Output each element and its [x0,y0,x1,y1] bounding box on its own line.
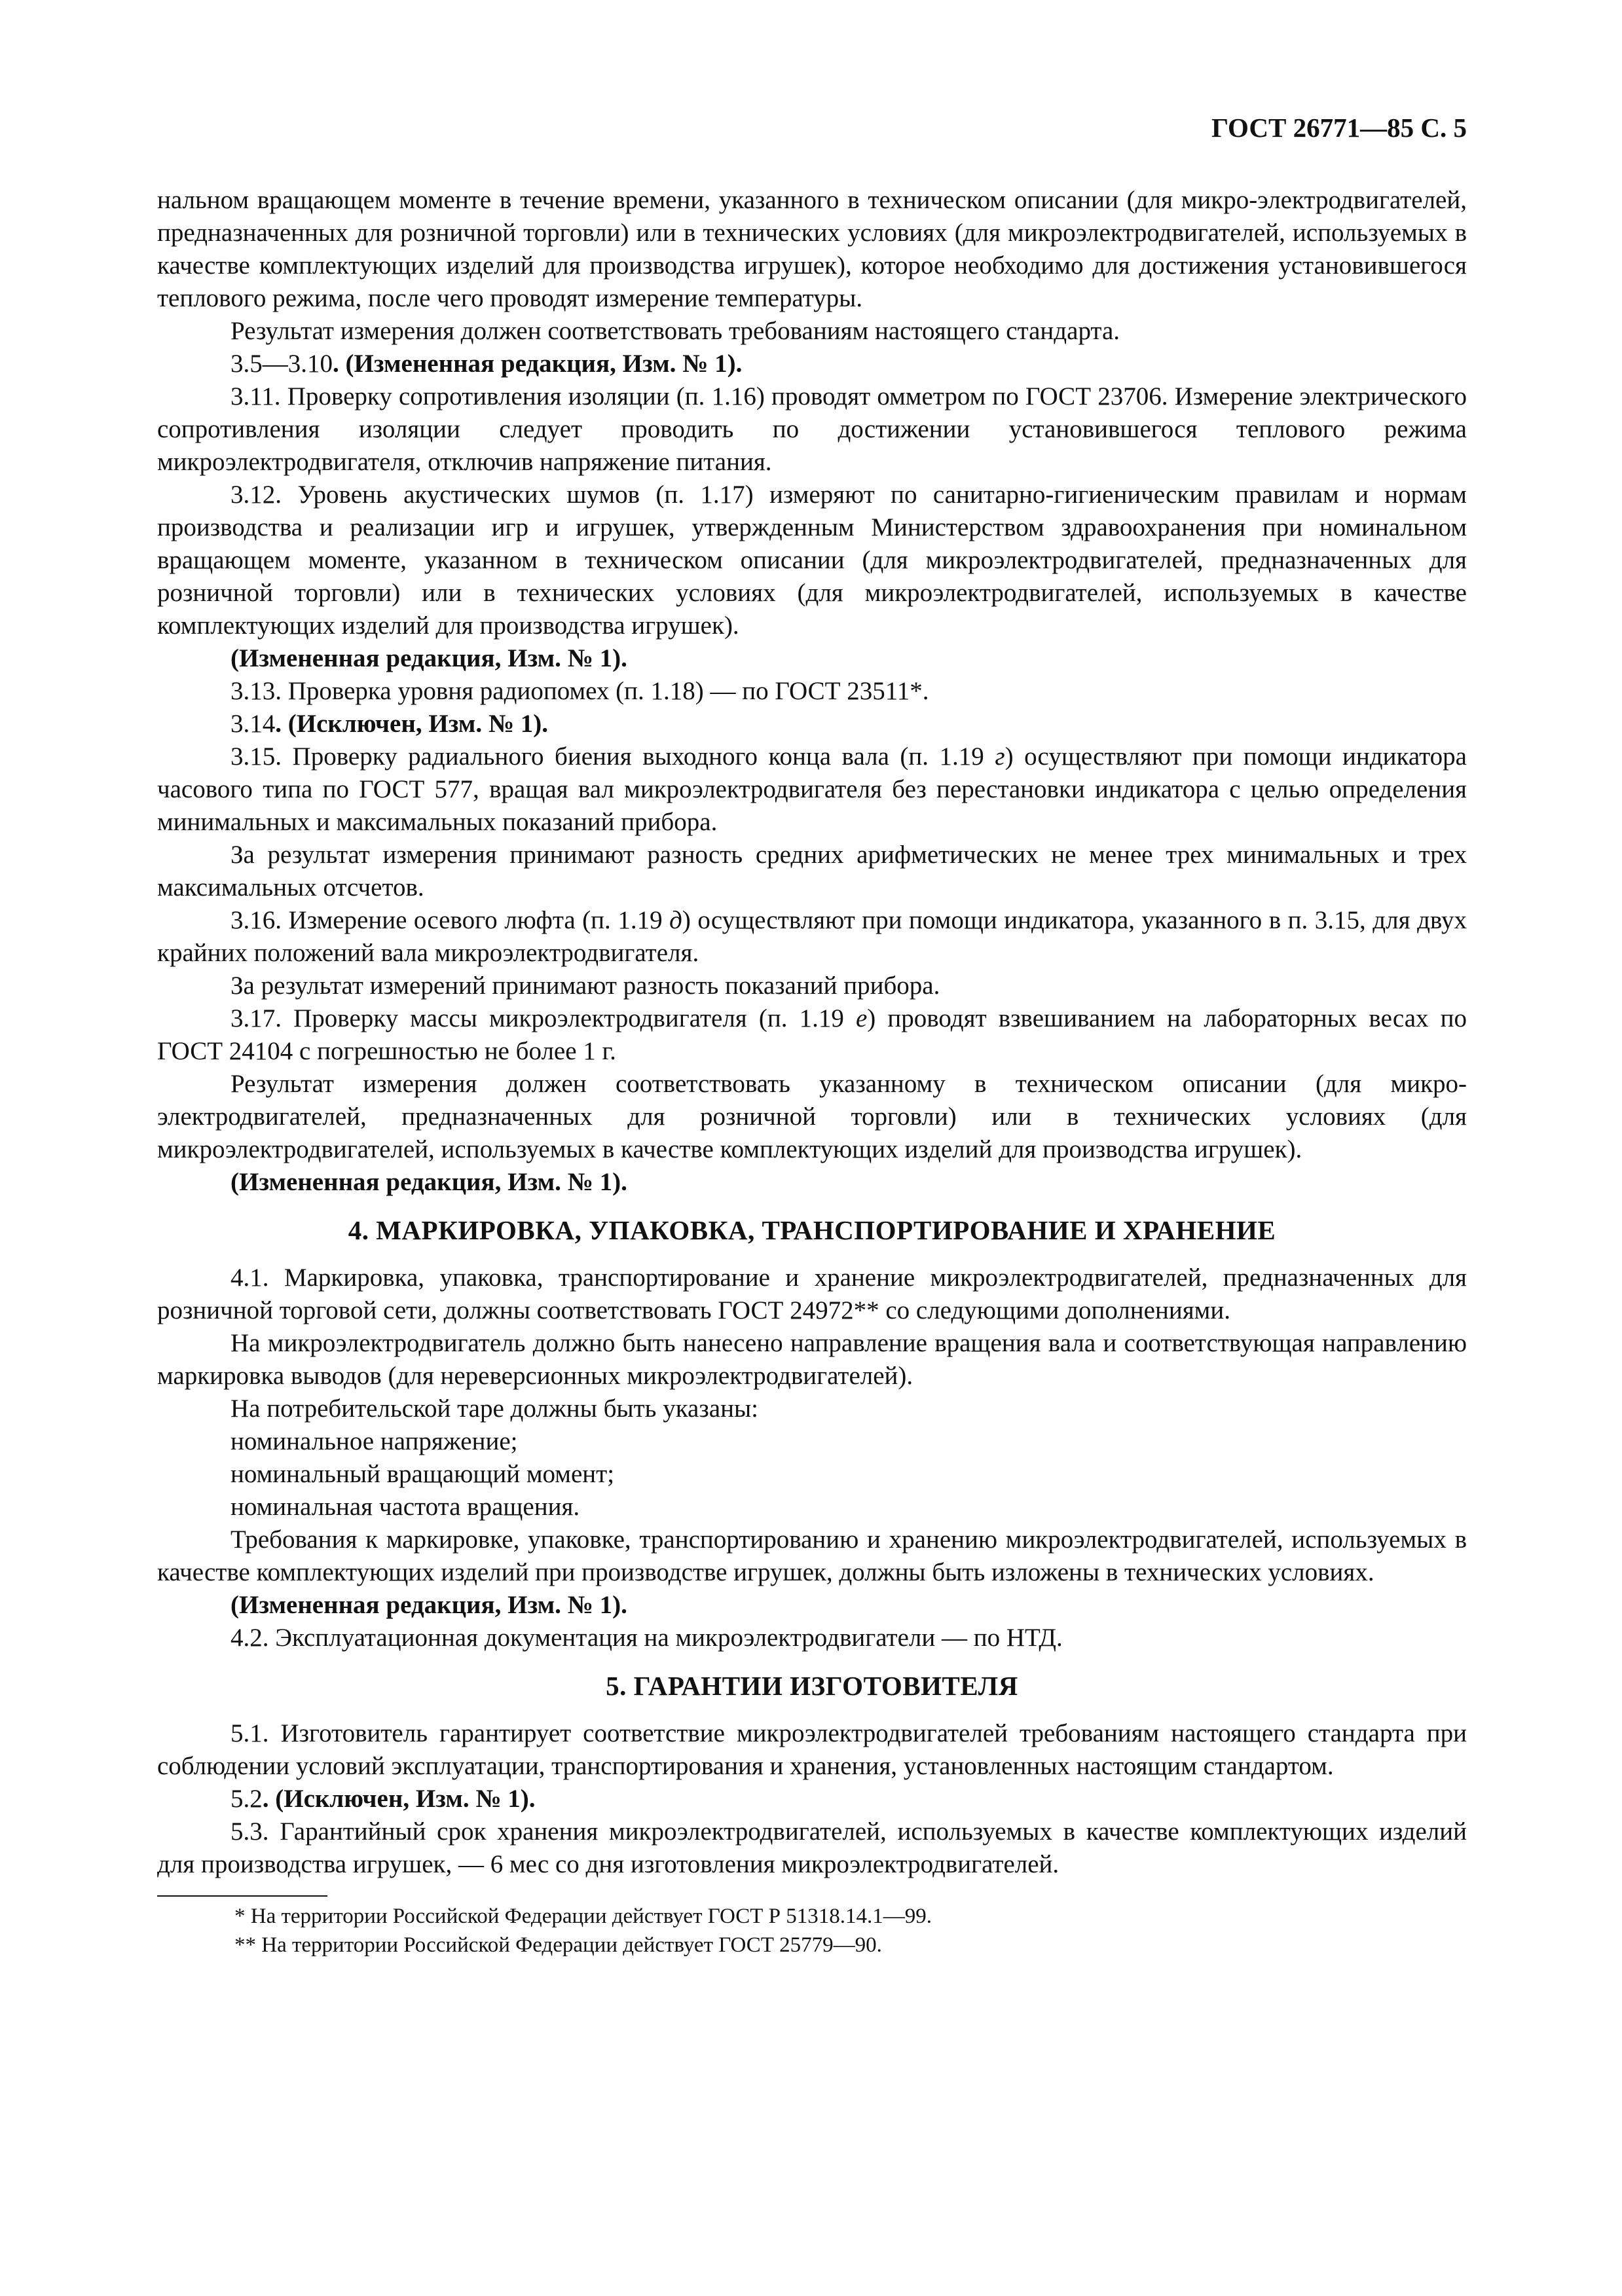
footnote: ** На территории Российской Федерации действует ГОСТ 25779—90. [234,1933,882,1957]
amendment-note: (Измененная редакция, Изм. № 1). [230,1168,627,1196]
list-item: номинальная частота вращения. [230,1493,580,1521]
document-body [157,184,1467,1959]
italic-letter: е [855,1004,868,1032]
paragraph-amendment [157,348,1467,380]
paragraph: За результат измерений принимают разность показаний прибора. [230,972,940,1000]
italic-letter: г [995,742,1005,771]
paragraph [157,904,1467,970]
paragraph: Требования к маркировке, упаковке, транспортированию и хранению микроэлектродвигателей, используемых в качестве комплектующих изделий при производстве игрушек, должны быть изложены в технических условиях. [157,1525,1467,1586]
paragraph: 3.12. Уровень акустических шумов (п. 1.17) измеряют по санитарно-гигиеническим правилам и нормам производства и реализации игр и игрушек, утвержденным Министерством здравоохранения при номинальном вращающем моменте, указанном в техническом описании (для микроэлектродвигателей, предназначенных для розничной торговли) или в технических условиях (для микроэлектродвигателей, используемых в качестве комплектующих изделий для производства игрушек). [157,481,1467,640]
section-heading-5: 5. ГАРАНТИИ ИЗГОТОВИТЕЛЯ [606,1671,1018,1701]
text-run: 3.15. Проверку радиального биения выходного конца вала (п. 1.19 [230,742,995,771]
paragraph [157,740,1467,839]
footnote: * На территории Российской Федерации действует ГОСТ Р 51318.14.1—99. [234,1904,932,1928]
text-run: ) осуществляют при помощи индикатора часового типа по ГОСТ 577, вращая вал микроэлектродвигателя без перестановки индикатора с целью определения минимальных и максимальных показаний прибора. [157,742,1467,836]
paragraph: 4.2. Эксплуатационная документация на микроэлектродвигатели — по НТД. [230,1624,1063,1652]
footnote-divider [157,1895,327,1897]
clause-number: 3.14 [230,710,276,738]
list-item: номинальное напряжение; [230,1427,518,1455]
paragraph: На микроэлектродвигатель должно быть нанесено направление вращения вала и соответствующая направлению маркировка выводов (для нереверсионных микроэлектродвигателей). [157,1329,1467,1390]
paragraph: За результат измерения принимают разность средних арифметических не менее трех минимальных и трех максимальных отсчетов. [157,841,1467,902]
amendment-note: (Измененная редакция, Изм. № 1). [230,1591,627,1619]
paragraph: нальном вращающем моменте в течение времени, указанного в техническом описании (для микро-электродвигателей, предназначенных для розничной торговли) или в технических условиях (для микроэлектродвигателей, используемых в качестве комплектующих изделий для производства игрушек), которое необходимо для достижения установившегося теплового режима, после чего проводят измерение температуры. [157,186,1467,312]
paragraph: 5.3. Гарантийный срок хранения микроэлектродвигателей, используемых в качестве комплектующих изделий для производства игрушек, — 6 мес со дня изготовления микроэлектродвигателей. [157,1817,1467,1878]
paragraph-excluded [157,1783,1467,1815]
amendment-note: (Измененная редакция, Изм. № 1). [230,644,627,672]
paragraph: На потребительской таре должны быть указаны: [230,1394,758,1423]
paragraph: Результат измерения должен соответствовать требованиям настоящего стандарта. [230,317,1120,345]
excluded-note: . (Исключен, Изм. № 1). [275,710,549,738]
page-header: ГОСТ 26771—85 С. 5 [1211,113,1467,143]
paragraph: 4.1. Маркировка, упаковка, транспортирование и хранение микроэлектродвигателей, предназначенных для розничной торговой сети, должны соответствовать ГОСТ 24972** со следующими дополнениями. [157,1264,1467,1324]
italic-letter: д [669,906,682,934]
paragraph: 5.1. Изготовитель гарантирует соответствие микроэлектродвигателей требованиям настоящего стандарта при соблюдении условий эксплуатации, транспортирования и хранения, установленных настоящим стандартом. [157,1719,1467,1780]
paragraph: Результат измерения должен соответствовать указанному в техническом описании (для микро-электродвигателей, предназначенных для розничной торговли) или в технических условиях (для микроэлектродвигателей, используемых в качестве комплектующих изделий для производства игрушек). [157,1070,1467,1163]
text-run: ) проводят взвешиванием на лабораторных весах по ГОСТ 24104 с погрешностью не более 1 г. [157,1004,1467,1065]
text-run: 3.17. Проверку массы микроэлектродвигателя (п. 1.19 [230,1004,856,1032]
clause-number: 5.2 [230,1785,263,1813]
section-heading-4: 4. МАРКИРОВКА, УПАКОВКА, ТРАНСПОРТИРОВАНИЕ И ХРАНЕНИЕ [348,1215,1276,1245]
text-run: 3.16. Измерение осевого люфта (п. 1.19 [230,906,670,934]
paragraph-excluded [157,708,1467,740]
excluded-note: . (Исключен, Изм. № 1). [262,1785,536,1813]
paragraph [157,1002,1467,1068]
paragraph: 3.13. Проверка уровня радиопомех (п. 1.18) — по ГОСТ 23511*. [230,677,929,705]
list-item: номинальный вращающий момент; [230,1460,615,1488]
amendment-note: . (Измененная редакция, Изм. № 1). [333,350,743,378]
paragraph: 3.11. Проверку сопротивления изоляции (п. 1.16) проводят омметром по ГОСТ 23706. Измерение электрического сопротивления изоляции следует проводить по достижении установившегося теплового режима микроэлектродвигателя, отключив напряжение питания. [157,382,1467,476]
clause-number: 3.5—3.10 [230,350,333,378]
text-run: ) осуществляют при помощи индикатора, указанного в п. 3.15, для двух крайних положений вала микроэлектродвигателя. [157,906,1467,967]
